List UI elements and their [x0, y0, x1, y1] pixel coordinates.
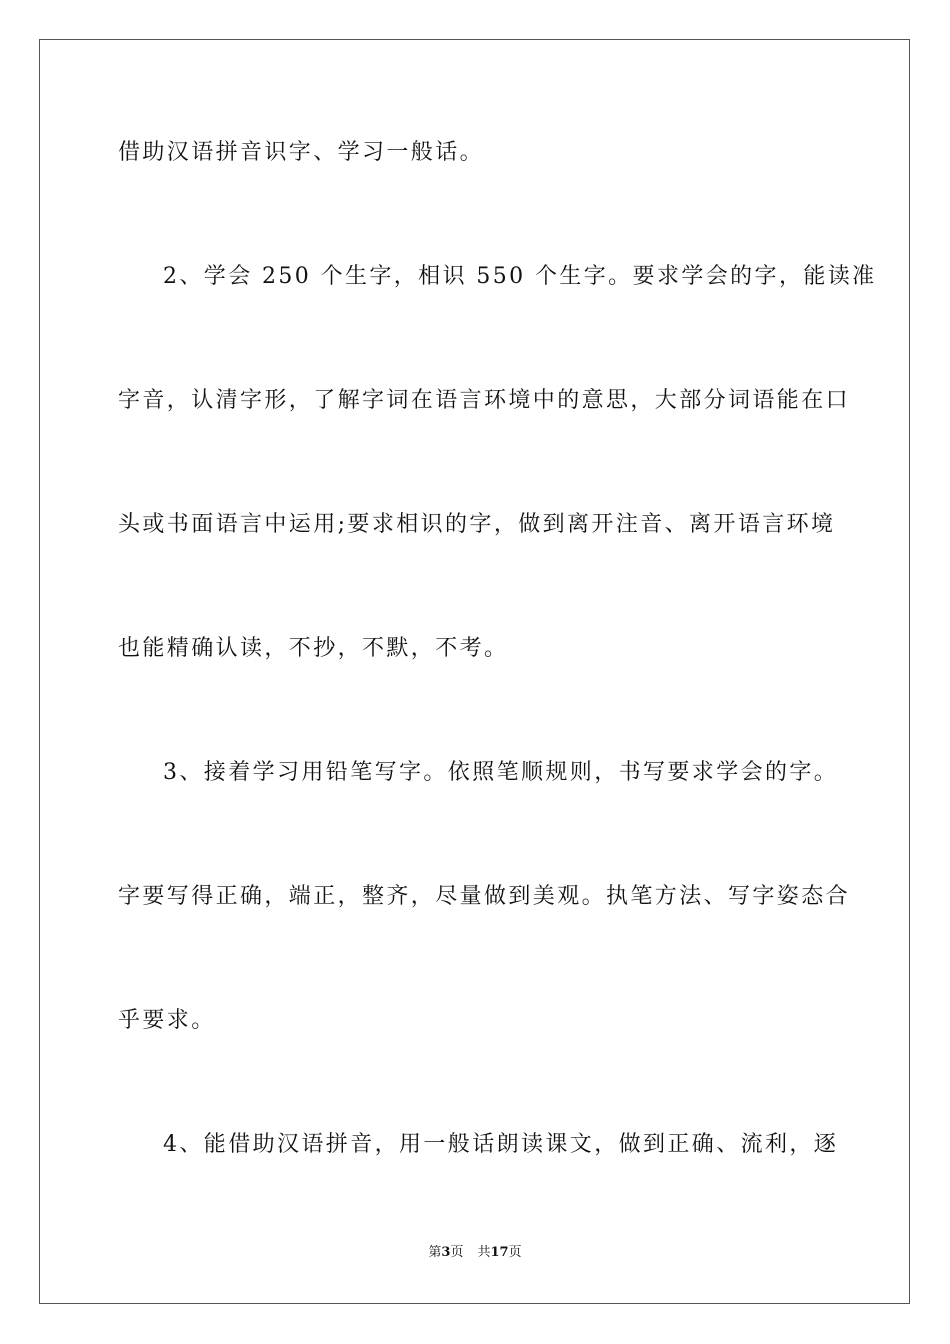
total-suffix: 页 [508, 1245, 522, 1260]
paragraph-line-9: 4、能借助汉语拼音，用一般话朗读课文，做到正确、流利，逐 [163, 1132, 839, 1157]
page-total: 17 [490, 1245, 509, 1260]
page-footer [0, 1244, 950, 1262]
paragraph-line-7: 字要写得正确，端正，整齐，尽量做到美观。执笔方法、写字姿态合 [118, 884, 851, 909]
paragraph-line-8: 乎要求。 [118, 1008, 216, 1033]
paragraph-line-2: 2、学会 250 个生字，相识 550 个生字。要求学会的字，能读准 [163, 264, 877, 289]
total-prefix: 共 [477, 1245, 491, 1260]
paragraph-line-1: 借助汉语拼音识字、学习一般话。 [118, 140, 485, 165]
page-border [39, 39, 910, 1304]
paragraph-line-5: 也能精确认读，不抄，不默，不考。 [118, 636, 509, 661]
paragraph-line-4: 头或书面语言中运用;要求相识的字，做到离开注音、离开语言环境 [118, 512, 836, 537]
paragraph-line-6: 3、接着学习用铅笔写字。依照笔顺规则，书写要求学会的字。 [163, 760, 839, 785]
page-current: 3 [441, 1245, 451, 1260]
page-suffix: 页 [450, 1245, 464, 1260]
page-prefix: 第 [428, 1245, 442, 1260]
paragraph-line-3: 字音，认清字形，了解字词在语言环境中的意思，大部分词语能在口 [118, 388, 851, 413]
